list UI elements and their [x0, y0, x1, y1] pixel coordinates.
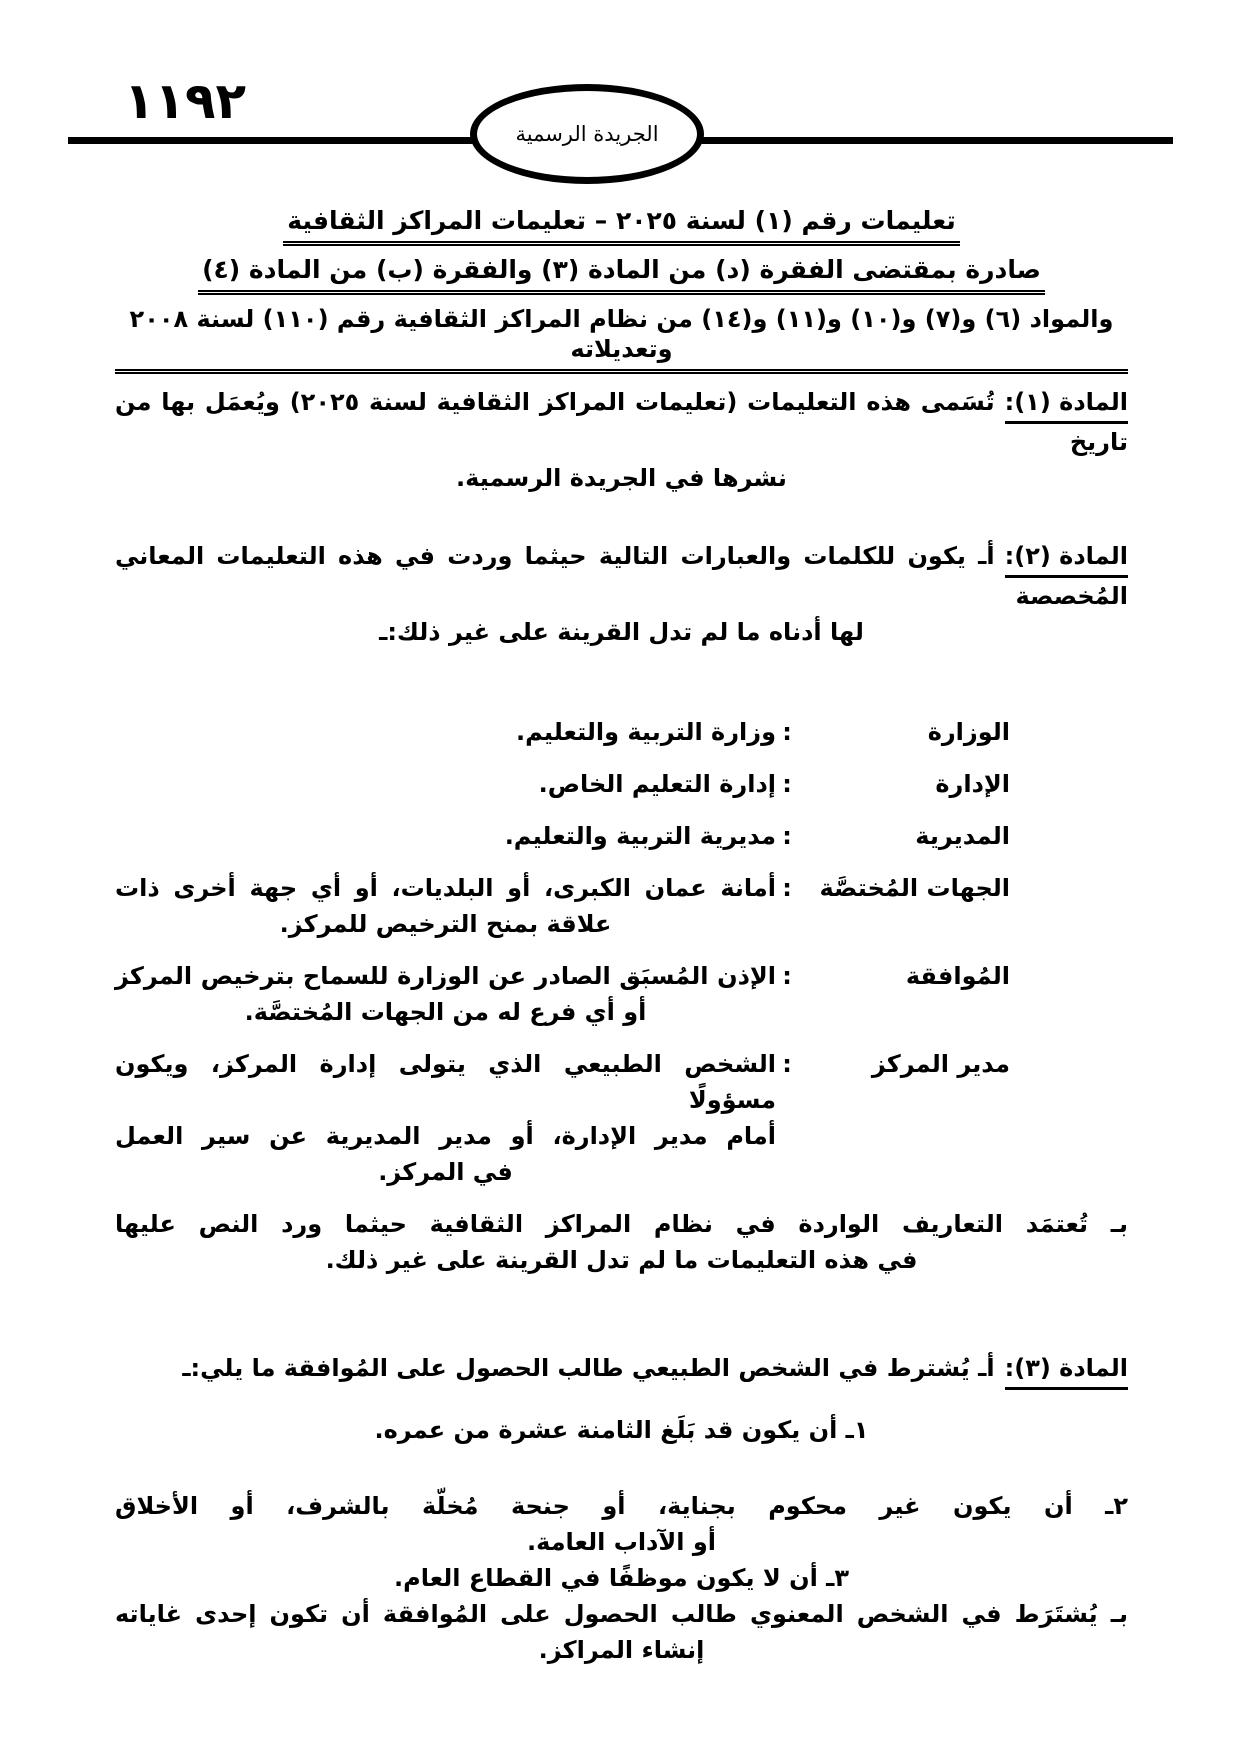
definition-term: الجهات المُختصَّة — [819, 874, 1010, 902]
definition-line: الشخص الطبيعي الذي يتولى إدارة المركز، ويكون مسؤولًا — [115, 1050, 776, 1114]
article-3-item-3: ٣ـ أن لا يكون موظفًا في القطاع العام. — [393, 1564, 850, 1592]
definition-body — [115, 958, 776, 1030]
definition-row-competent-authorities — [115, 870, 1128, 942]
article-1 — [115, 384, 1128, 496]
definition-colon: : — [782, 1050, 792, 1078]
title-line-2: صادرة بمقتضى الفقرة (د) من المادة (٣) والفقرة (ب) من المادة (٤) — [115, 255, 1128, 295]
article-3-clause-b-line-1: بـ يُشتَرَط في الشخص المعنوي طالب الحصول على المُوافقة أن تكون إحدى غاياته — [115, 1600, 1128, 1628]
definition-line: أمانة عمان الكبرى، أو البلديات، أو أي جهة أخرى ذات — [115, 874, 776, 902]
document-body — [115, 206, 1128, 1668]
clause-b-first-line: بـ تُعتمَد التعاريف الواردة في نظام المراكز الثقافية حيثما ورد النص عليها — [115, 1210, 1128, 1238]
definition-colon: : — [782, 822, 792, 850]
article-3 — [115, 1350, 1128, 1668]
definition-body — [115, 818, 776, 854]
definition-colon: : — [782, 962, 792, 990]
definition-term: الإدارة — [935, 770, 1010, 798]
article-1-text: تُسَمى هذه التعليمات (تعليمات المراكز الثقافية لسنة ٢٠٢٥) ويُعمَل بها من تاريخ — [115, 388, 1128, 456]
definition-colon: : — [782, 718, 792, 746]
definition-row-directorate-dept — [115, 766, 1128, 802]
gazette-badge-label: الجريدة الرسمية — [515, 122, 659, 146]
definition-line: علاقة بمنح الترخيص للمركز. — [279, 910, 612, 938]
title-line-3: والمواد (٦) و(٧) و(١٠) و(١١) و(١٤) من نظام المراكز الثقافية رقم (١١٠) لسنة ٢٠٠٨ وتعديلاته — [115, 304, 1128, 374]
article-1-continuation: نشرها في الجريدة الرسمية. — [456, 464, 787, 492]
article-3-item-2-line-1: ٢ـ أن يكون غير محكوم بجناية، أو جنحة مُخلّة بالشرف، أو الأخلاق — [115, 1492, 1128, 1520]
definition-row-ministry — [115, 714, 1128, 750]
article-3-first-line — [115, 1350, 1128, 1390]
article-2-text: أـ يكون للكلمات والعبارات التالية حيثما وردت في هذه التعليمات المعاني المُخصصة — [115, 542, 1128, 610]
article-2-continuation: لها أدناه ما لم تدل القرينة على غير ذلك:ـ — [379, 618, 864, 646]
definition-body — [115, 1046, 776, 1190]
definition-line: مديرية التربية والتعليم. — [504, 822, 776, 850]
article-3-item-2 — [115, 1488, 1128, 1560]
article-2-first-line — [115, 538, 1128, 614]
definition-line: أو أي فرع له من الجهات المُختصَّة. — [244, 998, 647, 1026]
page-number: ١١٩٢ — [124, 72, 247, 130]
article-3-clause-b — [115, 1596, 1128, 1668]
definition-line: إدارة التعليم الخاص. — [538, 770, 776, 798]
definition-line: في المركز. — [378, 1158, 513, 1186]
article-3-item-2-line-2: أو الآداب العامة. — [527, 1528, 716, 1556]
definition-body — [115, 870, 776, 942]
definition-term: مدير المركز — [871, 1050, 1010, 1078]
article-3-text: أـ يُشترط في الشخص الطبيعي طالب الحصول على المُوافقة ما يلي:ـ — [182, 1354, 995, 1382]
article-3-clause-b-line-2: إنشاء المراكز. — [538, 1636, 705, 1664]
article-2-label: المادة (٢): — [1005, 538, 1128, 578]
article-1-label: المادة (١): — [1005, 384, 1128, 424]
definition-term: المديرية — [915, 822, 1010, 850]
article-2 — [115, 538, 1128, 650]
definition-term: الوزارة — [927, 718, 1010, 746]
definition-body — [115, 714, 776, 750]
clause-b-continuation: في هذه التعليمات ما لم تدل القرينة على غير ذلك. — [325, 1246, 918, 1274]
definition-line: أمام مدير الإدارة، أو مدير المديرية عن سير العمل — [115, 1122, 776, 1150]
definition-row-center-director — [115, 1046, 1128, 1190]
definition-line: الإذن المُسبَق الصادر عن الوزارة للسماح بترخيص المركز — [115, 962, 776, 990]
definition-row-approval — [115, 958, 1128, 1030]
article-2-clause-b — [115, 1206, 1128, 1278]
definitions-list — [115, 714, 1128, 1190]
definition-line: وزارة التربية والتعليم. — [515, 718, 776, 746]
definition-term: المُوافقة — [905, 962, 1010, 990]
article-3-item-1: ١ـ أن يكون قد بَلَغ الثامنة عشرة من عمره. — [374, 1416, 869, 1444]
definition-colon: : — [782, 770, 792, 798]
definition-row-directorate — [115, 818, 1128, 854]
definition-colon: : — [782, 874, 792, 902]
title-line-1: تعليمات رقم (١) لسنة ٢٠٢٥ – تعليمات المراكز الثقافية — [115, 206, 1128, 246]
article-1-first-line — [115, 384, 1128, 460]
gazette-badge — [470, 84, 704, 184]
definition-body — [115, 766, 776, 802]
article-3-label: المادة (٣): — [1005, 1350, 1128, 1390]
